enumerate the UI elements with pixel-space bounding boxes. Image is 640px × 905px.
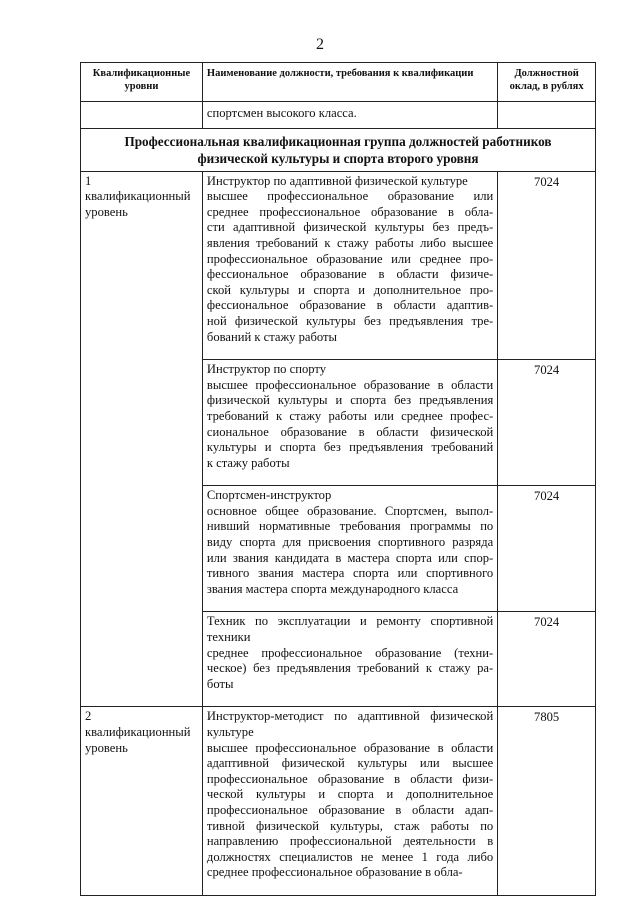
qualification-table <box>80 62 596 896</box>
level-label-line: 2 квалификационный <box>85 709 191 739</box>
group-title: Профессиональная квалификационная группа должностей работников физической культуры и спорта второго уровня <box>81 128 596 171</box>
requirements-line: ской культуры и спорта и дополнительное про- <box>206 282 494 297</box>
position-description <box>202 360 497 486</box>
position-title-line: Инструктор по спорту <box>206 362 327 377</box>
page-number: 2 <box>316 36 324 53</box>
requirements-line: бований к стажу работы <box>206 329 337 344</box>
empty-cell <box>498 102 596 129</box>
position-title-line: техники <box>206 630 251 645</box>
table-row <box>81 171 596 360</box>
requirements-line: сти адаптивной физической культуры без предъ- <box>206 220 494 235</box>
requirements-line: тивной физической культуры, стаж работы по <box>206 818 494 833</box>
position-description <box>202 612 497 707</box>
position-title-line: культуре <box>206 725 254 739</box>
salary-value: 7024 <box>498 171 596 360</box>
requirements-line: высшее профессиональное образование в области <box>206 377 494 392</box>
requirements-line: ной физической культуры без предъявления тре- <box>206 313 494 328</box>
table-header-row <box>81 63 596 102</box>
position-description <box>202 486 497 612</box>
requirements-line: к стажу работы <box>206 455 290 470</box>
requirements-line: направлению профессиональной деятельности в <box>206 834 494 849</box>
requirements-line: нивший нормативные требования программы по <box>206 519 494 534</box>
qualification-level <box>81 171 203 707</box>
group-header-row <box>81 128 596 171</box>
empty-cell <box>81 102 203 129</box>
requirements-line: адаптивной физической культуры или высшее <box>206 756 494 771</box>
position-title-line: Спортсмен-инструктор <box>206 488 332 503</box>
requirements-line: культуры и спорта без предъявления требований <box>206 440 494 455</box>
requirements-line: боты <box>206 676 234 691</box>
requirements-line: профессиональное образование или среднее про- <box>206 251 494 266</box>
requirements-line: звания мастера спорта международного класса <box>206 581 459 596</box>
requirements-line: среднее профессиональное образование (техни- <box>206 645 494 660</box>
requirements-line: фессиональное образование в области физиче- <box>206 267 494 282</box>
continuation-text: спортсмен высокого класса. <box>202 102 497 129</box>
requirements-line: явления требований к стажу работы либо высшее <box>206 235 494 250</box>
header-salary: Должностной оклад, в рублях <box>498 63 596 102</box>
requirements-line: профессиональное образование в области адап- <box>206 802 494 817</box>
requirements-line: виду спорта для присвоения спортивного разряда <box>206 535 494 550</box>
requirements-line: среднее профессиональное образование в обла- <box>206 865 463 880</box>
requirements-line: или звания кандидата в мастера спорта или спор- <box>206 550 494 565</box>
requirements-line: высшее профессиональное образование в области <box>206 740 494 755</box>
requirements-line: физической культуры и спорта без предъявления <box>206 393 494 408</box>
table-row <box>81 707 596 896</box>
requirements-line: ческой культуры и спорта и дополнительное <box>206 787 494 802</box>
requirements-line: высшее профессиональное образование или <box>206 189 494 204</box>
position-description <box>202 707 497 896</box>
level-label-line: 1 квалификационный <box>85 173 191 204</box>
level-label-line: уровень <box>85 740 128 755</box>
header-position: Наименование должности, требования к квалификации <box>202 63 497 102</box>
position-title-line: Инструктор по адаптивной физической культуре <box>206 173 468 188</box>
requirements-line: ческое) без предъявления требований к стажу ра- <box>206 661 494 676</box>
level-label-line: уровень <box>85 204 128 219</box>
requirements-line: основное общее образование. Спортсмен, выпол- <box>206 503 494 518</box>
salary-value: 7024 <box>498 486 596 612</box>
requirements-line: сиональное образование в области физической <box>206 424 494 439</box>
salary-value: 7024 <box>498 612 596 707</box>
requirements-line: тивного звания мастера спорта или спортивного <box>206 566 494 581</box>
position-title-line: Инструктор-методист по адаптивной физической <box>206 709 494 724</box>
position-description <box>202 171 497 360</box>
salary-value: 7805 <box>498 707 596 896</box>
requirements-line: фессиональное образование в области адаптив- <box>206 298 494 313</box>
requirements-line: должностях специалистов не менее 1 года либо <box>206 849 494 864</box>
requirements-line: среднее профессиональное образование в обла- <box>206 204 494 219</box>
requirements-line: профессиональное образование в области физи- <box>206 771 494 786</box>
qualification-level <box>81 707 203 896</box>
continuation-row <box>81 102 596 129</box>
position-title-line: Техник по эксплуатации и ремонту спортивной <box>206 614 494 629</box>
salary-value: 7024 <box>498 360 596 486</box>
header-levels: Квалификационные уровни <box>81 63 203 102</box>
requirements-line: требований к стажу работы или среднее профес- <box>206 408 494 423</box>
